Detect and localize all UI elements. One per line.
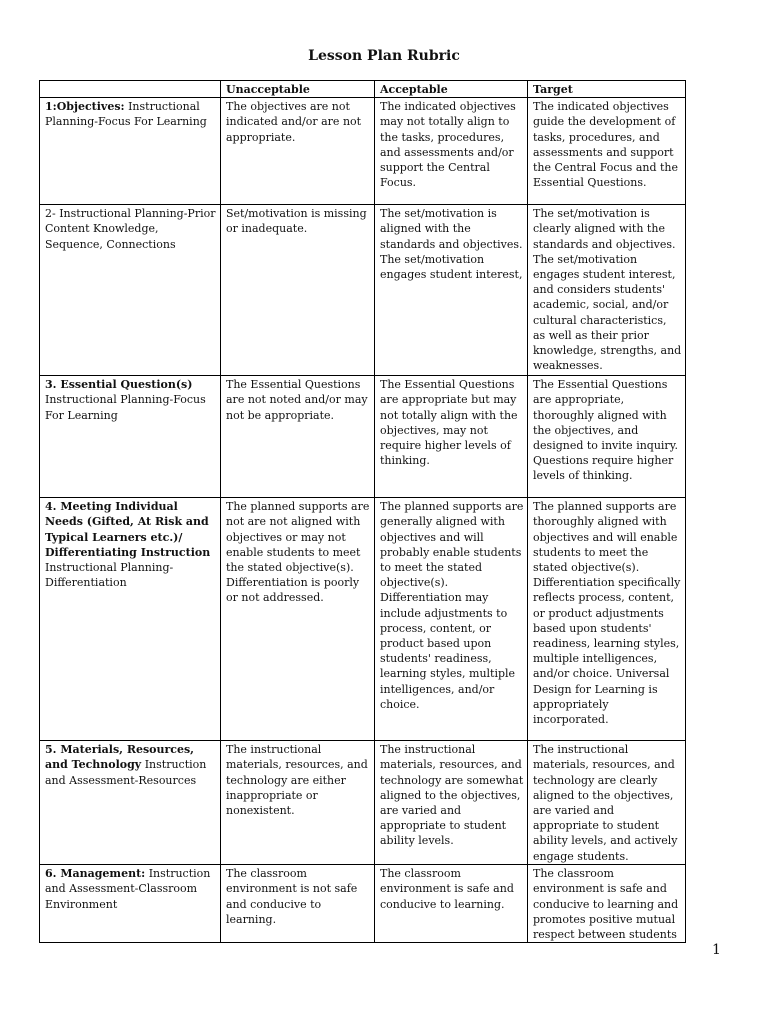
- header-unacceptable: Unacceptable: [221, 81, 375, 98]
- acceptable-cell: The Essential Questions are appropriate but may not totally align with the objectives, may not require higher levels of thinking.: [375, 376, 528, 498]
- table-row: [40, 376, 686, 498]
- criterion-description: Instruction and Assessment-Resources: [45, 758, 207, 787]
- acceptable-cell: The classroom environment is safe and conducive to learning.: [375, 865, 528, 943]
- acceptable-cell: The instructional materials, resources, and technology are somewhat aligned to the objectives, are varied and appropriate to student ability levels.: [375, 741, 528, 865]
- criterion-cell: [40, 376, 221, 498]
- criterion-title: 6. Management:: [45, 867, 146, 881]
- acceptable-cell: The planned supports are generally aligned with objectives and will probably enable students to meet the stated objective(s). Differentiation may include adjustments to process, content, or product based upon students' readiness, learning styles, multiple intelligences, and/or choice.: [375, 498, 528, 741]
- header-acceptable: Acceptable: [375, 81, 528, 98]
- criterion-title: 5. Materials, Resources, and Technology: [45, 743, 195, 772]
- target-cell: The Essential Questions are appropriate, thoroughly aligned with the objectives, and designed to invite inquiry. Questions require higher levels of thinking.: [528, 376, 686, 498]
- table-row: [40, 741, 686, 865]
- page-number: 1: [712, 942, 721, 958]
- page-title: Lesson Plan Rubric: [308, 48, 460, 64]
- table-row: [40, 98, 686, 205]
- criterion-description: Instructional Planning-Focus For Learning: [45, 100, 207, 129]
- criterion-description: Instructional Planning-Focus For Learning: [45, 393, 206, 422]
- acceptable-cell: The set/motivation is aligned with the standards and objectives. The set/motivation engages student interest,: [375, 205, 528, 376]
- unacceptable-cell: The planned supports are not are not aligned with objectives or may not enable students to meet the stated objective(s). Differentiation is poorly or not addressed.: [221, 498, 375, 741]
- table-row: [40, 498, 686, 741]
- target-cell: The indicated objectives guide the development of tasks, procedures, and assessments and support the Central Focus and the Essential Questions.: [528, 98, 686, 205]
- unacceptable-cell: The classroom environment is not safe and conducive to learning.: [221, 865, 375, 943]
- criterion-description: 2- Instructional Planning-Prior Content Knowledge, Sequence, Connections: [45, 207, 216, 251]
- criterion-description: Instructional Planning-Differentiation: [45, 561, 174, 590]
- criterion-title: 3. Essential Question(s): [45, 378, 193, 392]
- criterion-cell: [40, 98, 221, 205]
- table-row: [40, 865, 686, 943]
- criterion-title: 4. Meeting Individual Needs (Gifted, At Risk and Typical Learners etc.)/ Differentiating Instruction: [45, 500, 211, 559]
- unacceptable-cell: The instructional materials, resources, and technology are either inappropriate or nonexistent.: [221, 741, 375, 865]
- acceptable-cell: The indicated objectives may not totally align to the tasks, procedures, and assessments and/or support the Central Focus.: [375, 98, 528, 205]
- criterion-cell: [40, 205, 221, 376]
- target-cell: The planned supports are thoroughly aligned with objectives and will enable students to meet the stated objective(s). Differentiation specifically reflects process, content, or product adjustments based upon students' readiness, learning styles, multiple intelligences, and/or choice. Universal Design for Learning is appropriately incorporated.: [528, 498, 686, 741]
- criterion-description: Instruction and Assessment-Classroom Environment: [45, 867, 211, 911]
- criterion-cell: [40, 741, 221, 865]
- unacceptable-cell: The Essential Questions are not noted and/or may not be appropriate.: [221, 376, 375, 498]
- criterion-cell: [40, 865, 221, 943]
- unacceptable-cell: Set/motivation is missing or inadequate.: [221, 205, 375, 376]
- header-target: Target: [528, 81, 686, 98]
- criterion-title: 1:Objectives:: [45, 100, 125, 114]
- target-cell: The instructional materials, resources, and technology are clearly aligned to the objectives, are varied and appropriate to student ability levels, and actively engage students.: [528, 741, 686, 865]
- criterion-cell: [40, 498, 221, 741]
- unacceptable-cell: The objectives are not indicated and/or are not appropriate.: [221, 98, 375, 205]
- target-cell: The set/motivation is clearly aligned with the standards and objectives. The set/motivation engages student interest, and considers students' academic, social, and/or cultural characteristics, as well as their prior knowledge, strengths, and weaknesses.: [528, 205, 686, 376]
- rubric-table: [39, 80, 686, 943]
- target-cell: The classroom environment is safe and conducive to learning and promotes positive mutual respect between students: [528, 865, 686, 943]
- header-criterion: [40, 81, 221, 98]
- table-row: [40, 205, 686, 376]
- header-row: [40, 81, 686, 98]
